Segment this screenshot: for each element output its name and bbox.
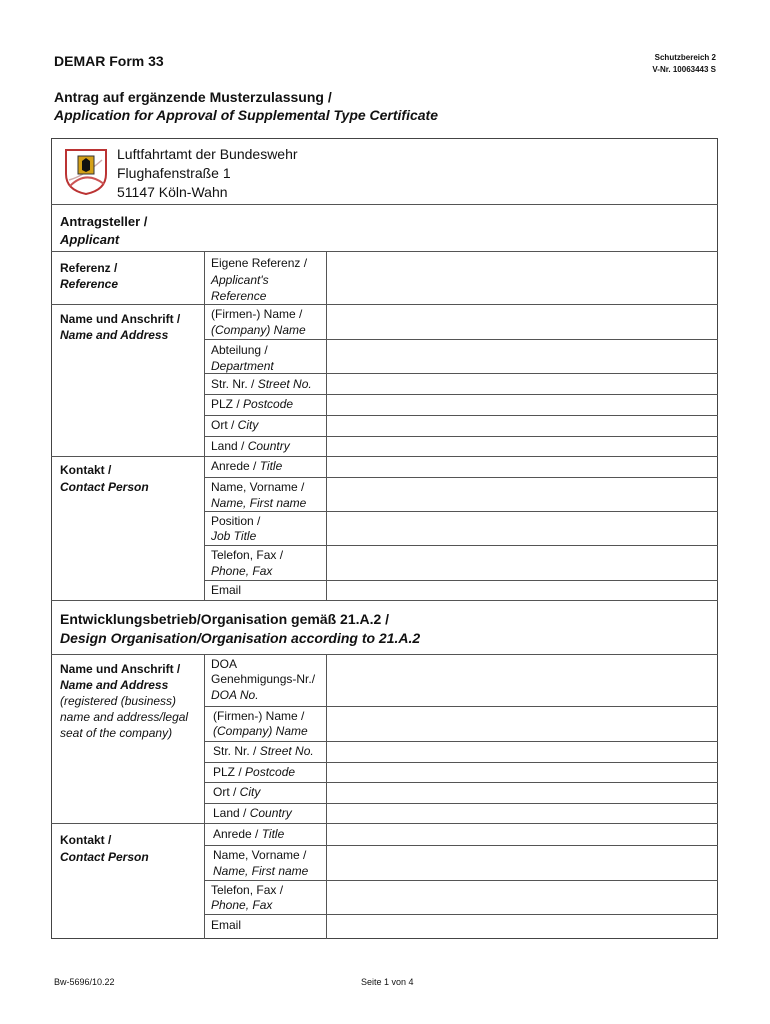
- field-label-en: Title: [261, 827, 285, 841]
- name-address-label-en: Name and Address: [60, 328, 169, 342]
- bundeswehr-logo: [62, 146, 110, 196]
- do-name-address-label-de: Name und Anschrift /: [60, 662, 181, 676]
- field-label-de: Str. Nr. /: [211, 377, 258, 391]
- field-label: [211, 377, 312, 392]
- field-label: (Firmen-) Name /: [213, 709, 305, 723]
- field-label: Abteilung /: [211, 343, 268, 357]
- divider: [51, 600, 718, 601]
- field-label: Name, First name: [213, 864, 309, 878]
- field-label-de: Anrede /: [211, 459, 260, 473]
- field-label: Name, Vorname /: [213, 848, 307, 862]
- field-label: Eigene Referenz /: [211, 256, 308, 270]
- do-contact-phone-field[interactable]: [327, 881, 717, 914]
- field-label: [213, 744, 314, 759]
- applicant-contact-phone-field[interactable]: [327, 546, 717, 580]
- field-label-en: Country: [249, 806, 292, 820]
- field-label: [211, 418, 258, 433]
- field-label: (Firmen-) Name /: [211, 307, 303, 321]
- section-heading-design-org-en: Design Organisation/Organisation according to 21.A.2: [60, 630, 421, 646]
- field-label-en: Country: [247, 439, 290, 453]
- field-label: Telefon, Fax /: [211, 548, 284, 562]
- field-label-de: PLZ /: [211, 397, 244, 411]
- column-divider: [204, 251, 205, 600]
- page-title-german: Antrag auf ergänzende Musterzulassung /: [54, 89, 332, 105]
- field-label: (Company) Name: [211, 323, 306, 337]
- field-label: Job Title: [211, 529, 257, 543]
- doa-number-field[interactable]: [327, 655, 717, 706]
- do-contact-title-field[interactable]: [327, 824, 717, 845]
- field-label: Reference: [211, 289, 267, 303]
- page-number: Seite 1 von 4: [361, 977, 414, 987]
- authority-street: Flughafenstraße 1: [117, 165, 231, 181]
- field-label: [211, 397, 293, 412]
- field-label-en: Street No.: [257, 377, 312, 391]
- field-label-de: Land /: [211, 439, 248, 453]
- page-title-english: Application for Approval of Supplemental Type Certificate: [54, 107, 439, 123]
- field-label: [211, 459, 282, 474]
- do-postcode-field[interactable]: [327, 763, 717, 782]
- divider: [51, 204, 718, 205]
- applicant-contact-email-field[interactable]: [327, 581, 717, 600]
- field-label-en: Postcode: [243, 397, 294, 411]
- field-label: Email: [211, 918, 242, 932]
- field-label-de: PLZ /: [213, 765, 246, 779]
- do-country-field[interactable]: [327, 804, 717, 823]
- applicant-department-field[interactable]: [327, 340, 717, 373]
- name-address-label-de: Name und Anschrift /: [60, 312, 181, 326]
- field-label-en: Postcode: [245, 765, 296, 779]
- field-label: DOA No.: [211, 688, 259, 702]
- classification-marking: [652, 52, 716, 76]
- field-label-en: City: [237, 418, 259, 432]
- applicant-postcode-field[interactable]: [327, 395, 717, 415]
- do-contact-label-de: Kontakt /: [60, 833, 112, 847]
- field-label: Phone, Fax: [211, 564, 273, 578]
- do-contact-name-field[interactable]: [327, 846, 717, 880]
- field-label-de: Ort /: [211, 418, 238, 432]
- field-label: [213, 806, 292, 821]
- field-label-de: Str. Nr. /: [213, 744, 260, 758]
- do-name-address-label-en: Name and Address: [60, 678, 169, 692]
- applicant-contact-name-field[interactable]: [327, 478, 717, 511]
- field-label-en: Title: [259, 459, 283, 473]
- applicant-city-field[interactable]: [327, 416, 717, 436]
- contact-label-de: Kontakt /: [60, 463, 112, 477]
- do-city-field[interactable]: [327, 783, 717, 803]
- field-label-en: City: [239, 785, 261, 799]
- field-label: DOA: [211, 657, 238, 671]
- field-label-de: Land /: [213, 806, 250, 820]
- applicant-contact-title-field[interactable]: [327, 457, 717, 477]
- applicant-company-name-field[interactable]: [327, 305, 717, 339]
- do-name-address-note: name and address/legal: [60, 710, 189, 724]
- field-label-de: Ort /: [213, 785, 240, 799]
- section-heading-applicant-de: Antragsteller /: [60, 214, 148, 229]
- reference-label-en: Reference: [60, 277, 119, 291]
- contact-label-en: Contact Person: [60, 480, 149, 494]
- classification-line-1: Schutzbereich 2: [654, 53, 716, 62]
- field-label: [213, 785, 260, 800]
- column-divider: [204, 654, 205, 939]
- do-name-address-note: (registered (business): [60, 694, 177, 708]
- field-label: Name, Vorname /: [211, 480, 305, 494]
- classification-line-2: V-Nr. 10063443 S: [652, 65, 716, 74]
- do-name-address-note: seat of the company): [60, 726, 173, 740]
- form-number: DEMAR Form 33: [54, 53, 164, 69]
- reference-label-de: Referenz /: [60, 261, 118, 275]
- document-code: Bw-5696/10.22: [54, 977, 115, 987]
- section-heading-applicant-en: Applicant: [60, 232, 120, 247]
- field-label: Department: [211, 359, 274, 373]
- field-label: Genehmigungs-Nr./: [211, 672, 316, 686]
- field-label-en: Street No.: [259, 744, 314, 758]
- do-contact-email-field[interactable]: [327, 915, 717, 938]
- authority-city: 51147 Köln-Wahn: [117, 184, 228, 200]
- field-label: (Company) Name: [213, 724, 308, 738]
- field-label: Applicant's: [211, 273, 269, 287]
- field-label: Position /: [211, 514, 261, 528]
- applicant-contact-position-field[interactable]: [327, 512, 717, 545]
- do-contact-label-en: Contact Person: [60, 850, 149, 864]
- field-label: Telefon, Fax /: [211, 883, 284, 897]
- field-label: Email: [211, 583, 242, 597]
- section-heading-design-org-de: Entwicklungsbetrieb/Organisation gemäß 21.A.2 /: [60, 611, 390, 627]
- do-street-field[interactable]: [327, 742, 717, 762]
- applicant-street-field[interactable]: [327, 374, 717, 394]
- field-label-de: Anrede /: [213, 827, 262, 841]
- field-label: Name, First name: [211, 496, 307, 510]
- field-label: [213, 827, 284, 842]
- applicant-reference-field[interactable]: [327, 252, 717, 304]
- field-label: [213, 765, 295, 780]
- do-company-name-field[interactable]: [327, 707, 717, 741]
- field-label: Phone, Fax: [211, 898, 273, 912]
- applicant-country-field[interactable]: [327, 437, 717, 456]
- field-label: [211, 439, 290, 454]
- authority-name: Luftfahrtamt der Bundeswehr: [117, 146, 298, 162]
